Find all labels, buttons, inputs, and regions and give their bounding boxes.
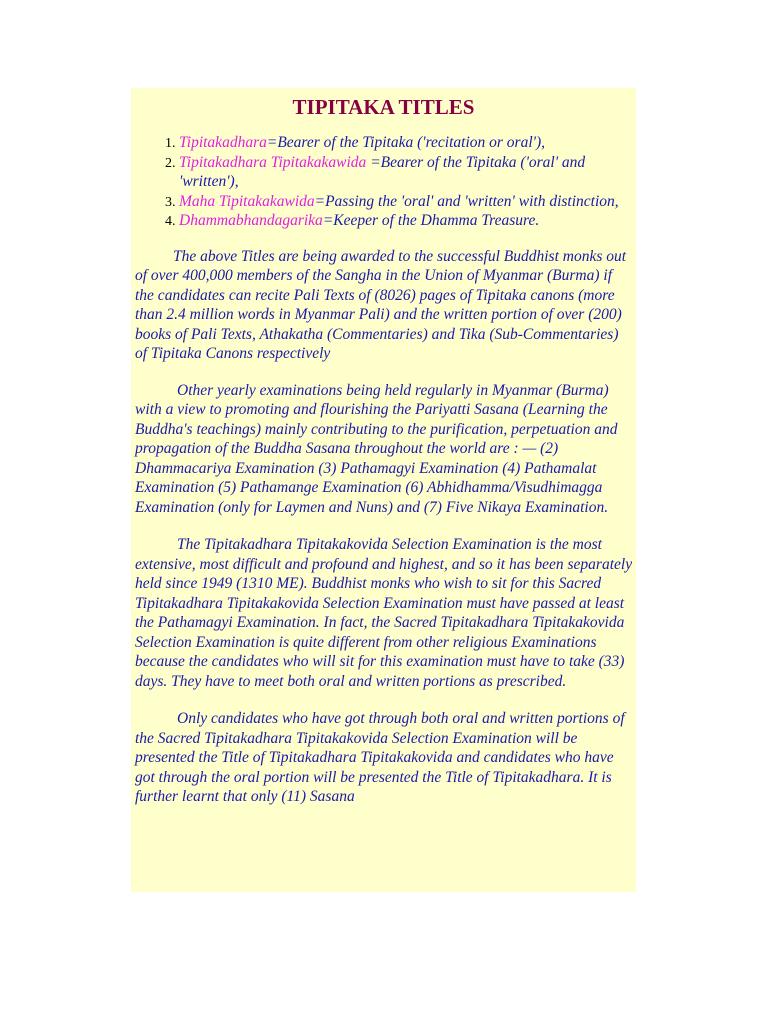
body-paragraph: Other yearly examinations being held regularly in Myanmar (Burma) with a view to promoting and flourishing the Pariyatti Sasana (Learning the Buddha's teachings) mainly contributing to the purification, perpetuation and propagation of the Buddha Sasana throughout the world are : — (2) Dhammacariya Examination (3) Pathamagyi Examination (4) Pathamalat Examination (5) Pathamange Examination (6) Abhidhamma/Visudhimagga Examination (only for Laymen and Nuns) and (7) Five Nikaya Examination.: [135, 381, 618, 516]
titles-list: [131, 133, 636, 231]
list-item: [179, 211, 636, 231]
list-item: [179, 153, 636, 192]
title-term: Maha Tipitakakawida: [179, 192, 315, 210]
title-meaning: =Bearer of the Tipitaka ('oral' and 'written'),: [179, 153, 586, 190]
title-term: Dhammabhandagarika: [179, 212, 323, 229]
title-term: Tipitakadhara: [179, 134, 267, 151]
document-title: TIPITAKA TITLES: [292, 95, 475, 119]
title-meaning: =Bearer of the Tipitaka ('recitation or oral'),: [266, 134, 545, 151]
title-term: Tipitakadhara Tipitakakawida: [179, 153, 367, 171]
list-item: [179, 192, 636, 212]
body-paragraph: The above Titles are being awarded to the successful Buddhist monks out of over 400,000 members of the Sangha in the Union of Myanmar (Burma) if the candidates can recite Pali Texts of (8026) pages of Tipitaka canons (more than 2.4 million words in Myanmar Pali) and the written portion of over (200) books of Pali Texts, Athakatha (Commentaries) and Tika (Sub-Commentaries) of Tipitaka Canons respectively: [135, 247, 627, 362]
document-page: [131, 88, 636, 892]
body-paragraph: The Tipitakadhara Tipitakakovida Selection Examination is the most extensive, most difficult and profound and highest, and so it has been separately held since 1949 (1310 ME). Buddhist monks who wish to sit for this Sacred Tipitakadhara Tipitakakovida Selection Examination must have passed at least the Pathamagyi Examination. In fact, the Sacred Tipitakadhara Tipitakakovida Selection Examination is quite different from other religious Examinations because the candidates who will sit for this examination must have to take (33) days. They have to meet both oral and written portions as prescribed.: [135, 536, 633, 690]
list-item: [179, 133, 636, 153]
body-paragraph: Only candidates who have got through both oral and written portions of the Sacred Tipitakadhara Tipitakakovida Selection Examination will be presented the Title of Tipitakadhara Tipitakakovida and candidates who have got through the oral portion will be presented the Title of Tipitakadhara. It is further learnt that only (11) Sasana: [135, 710, 625, 805]
title-meaning: =Passing the 'oral' and 'written' with distinction,: [314, 192, 619, 210]
title-meaning: =Keeper of the Dhamma Treasure.: [322, 212, 540, 229]
